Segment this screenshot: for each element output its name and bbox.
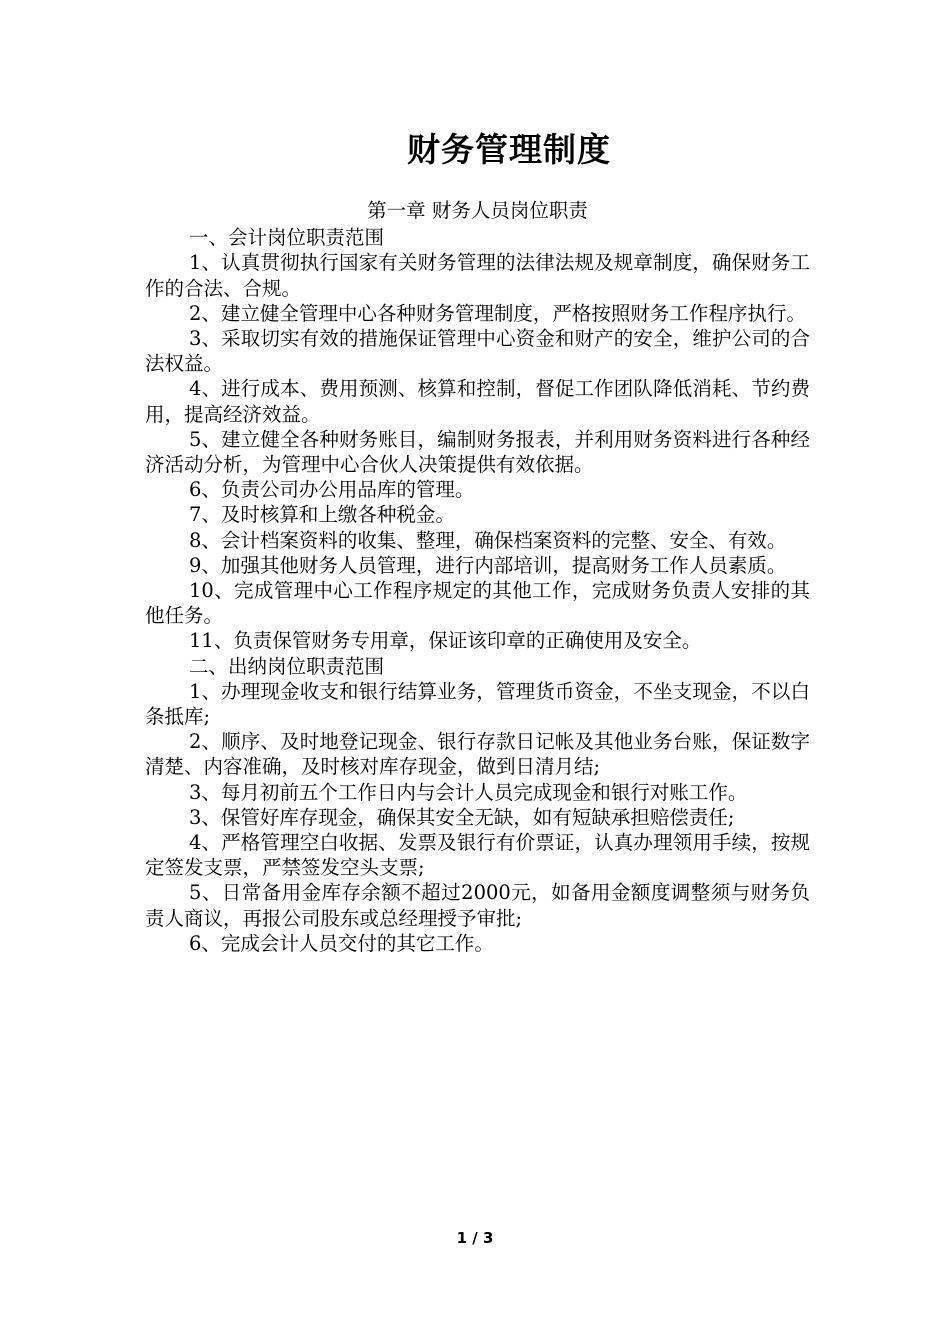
paragraph: 3、保管好库存现金，确保其安全无缺，如有短缺承担赔偿责任; (189, 805, 735, 829)
paragraph: 6、完成会计人员交付的其它工作。 (189, 931, 494, 955)
paragraph: 1、办理现金收支和银行结算业务，管理货币资金，不坐支现金，不以白条抵库; (145, 679, 810, 729)
page-number: 1 / 3 (456, 1229, 494, 1247)
paragraph: 8、会计档案资料的收集、整理，确保档案资料的完整、安全、有效。 (189, 528, 787, 552)
paragraph: 5、建立健全各种财务账目，编制财务报表，并利用财务资料进行各种经济活动分析，为管理中心合伙人决策提供有效依据。 (145, 427, 810, 477)
document-body (145, 198, 810, 956)
document-title: 财务管理制度 (407, 130, 611, 169)
paragraph: 6、负责公司办公用品库的管理。 (189, 478, 475, 502)
section-heading-accounting: 一、会计岗位职责范围 (189, 226, 385, 250)
paragraph: 11、负责保管财务专用章，保证该印章的正确使用及安全。 (189, 629, 702, 653)
paragraph: 5、日常备用金库存余额不超过2000元，如备用金额度调整须与财务负责人商议，再报公司股东或总经理授予审批; (145, 881, 810, 930)
paragraph: 3、采取切实有效的措施保证管理中心资金和财产的安全，维护公司的合法权益。 (145, 327, 810, 376)
section-heading-cashier: 二、出纳岗位职责范围 (189, 654, 385, 678)
paragraph: 7、及时核算和上缴各种税金。 (189, 503, 455, 527)
paragraph: 4、严格管理空白收据、发票及银行有价票证，认真办理领用手续，按规定签发支票，严禁签发空头支票; (145, 831, 810, 880)
paragraph: 2、顺序、及时地登记现金、银行存款日记帐及其他业务台账，保证数字清楚、内容准确，及时核对库存现金，做到日清月结; (145, 730, 810, 779)
chapter-heading: 第一章 财务人员岗位职责 (367, 199, 588, 222)
paragraph: 10、完成管理中心工作程序规定的其他工作，完成财务负责人安排的其他任务。 (145, 579, 810, 628)
paragraph: 1、认真贯彻执行国家有关财务管理的法律法规及规章制度，确保财务工作的合法、合规。 (145, 251, 810, 300)
paragraph: 2、建立健全管理中心各种财务管理制度，严格按照财务工作程序执行。 (189, 301, 806, 325)
paragraph: 3、每月初前五个工作日内与会计人员完成现金和银行对账工作。 (189, 780, 748, 804)
paragraph: 4、进行成本、费用预测、核算和控制，督促工作团队降低消耗、节约费用，提高经济效益。 (145, 377, 810, 426)
paragraph: 9、加强其他财务人员管理，进行内部培训，提高财务工作人员素质。 (189, 553, 787, 577)
